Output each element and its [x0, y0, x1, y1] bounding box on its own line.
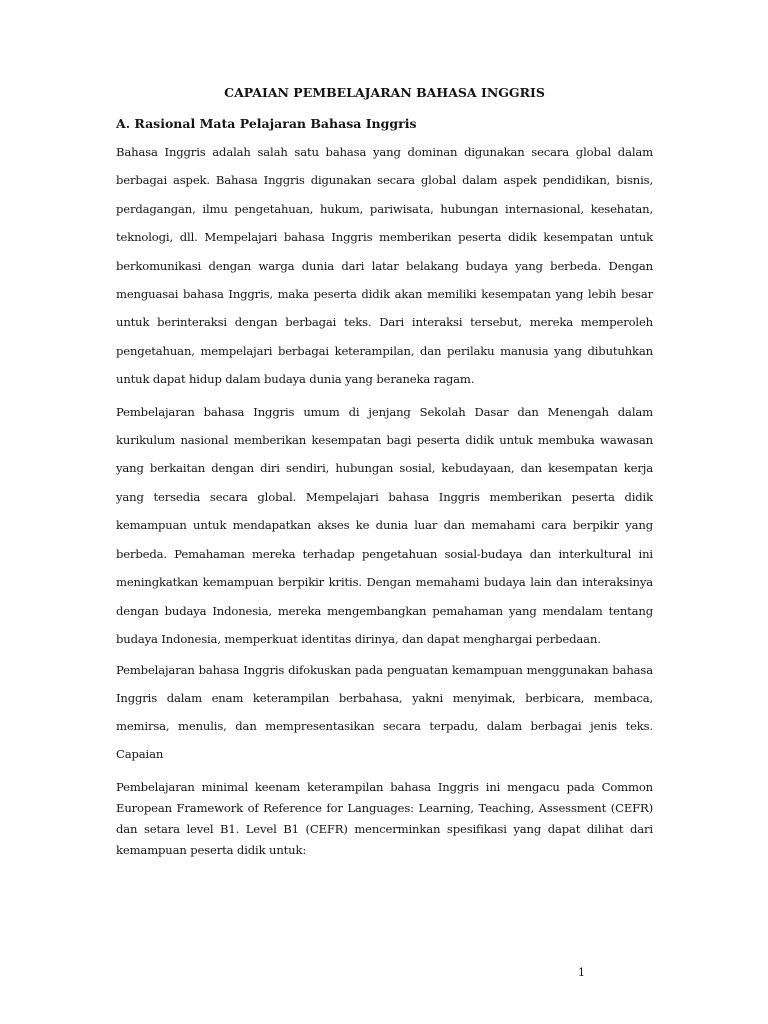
page-number: 1	[578, 966, 585, 979]
section-heading: A. Rasional Mata Pelajaran Bahasa Inggris	[116, 116, 417, 131]
document-body	[116, 82, 653, 865]
paragraph-4: Pembelajaran minimal keenam keterampilan bahasa Inggris ini mengacu pada Common European Framework of Reference for Languages: Learning, Teaching, Assessment (CEFR) dan setara level B1. Level B1 (CEFR) mencerminkan spesifikasi yang dapat dilihat dari kemampuan peserta didik untuk:	[116, 779, 653, 857]
paragraph-2: Pembelajaran bahasa Inggris umum di jenjang Sekolah Dasar dan Menengah dalam kurikulum nasional memberikan kesempatan bagi peserta didik untuk membuka wawasan yang berkaitan dengan diri sendiri, hubungan sosial, kebudayaan, dan kesempatan kerja yang tersedia secara global. Mempelajari bahasa Inggris memberikan peserta didik kemampuan untuk mendapatkan akses ke dunia luar dan memahami cara berpikir yang berbeda. Pemahaman mereka terhadap pengetahuan sosial-budaya dan interkultural ini meningkatkan kemampuan berpikir kritis. Dengan memahami budaya lain dan interaksinya dengan budaya Indonesia, mereka mengembangkan pemahaman yang mendalam tentang budaya Indonesia, memperkuat identitas dirinya, dan dapat menghargai perbedaan.	[116, 404, 653, 646]
paragraph-1: Bahasa Inggris adalah salah satu bahasa yang dominan digunakan secara global dalam berbagai aspek. Bahasa Inggris digunakan secara global dalam aspek pendidikan, bisnis, perdagangan, ilmu pengetahuan, hukum, pariwisata, hubungan internasional, kesehatan, teknologi, dll. Mempelajari bahasa Inggris memberikan peserta didik kesempatan untuk berkomunikasi dengan warga dunia dari latar belakang budaya yang berbeda. Dengan menguasai bahasa Inggris, maka peserta didik akan memiliki kesempatan yang lebih besar untuk berinteraksi dengan berbagai teks. Dari interaksi tersebut, mereka memperoleh pengetahuan, mempelajari berbagai keterampilan, dan perilaku manusia yang dibutuhkan untuk dapat hidup dalam budaya dunia yang beraneka ragam.	[116, 145, 653, 387]
paragraph-3: Pembelajaran bahasa Inggris difokuskan pada penguatan kemampuan menggunakan bahasa Inggris dalam enam keterampilan berbahasa, yakni menyimak, berbicara, membaca, memirsa, menulis, dan mempresentasikan secara terpadu, dalam berbagai jenis teks. Capaian	[116, 663, 653, 761]
document-title: CAPAIAN PEMBELAJARAN BAHASA INGGRIS	[224, 85, 545, 100]
